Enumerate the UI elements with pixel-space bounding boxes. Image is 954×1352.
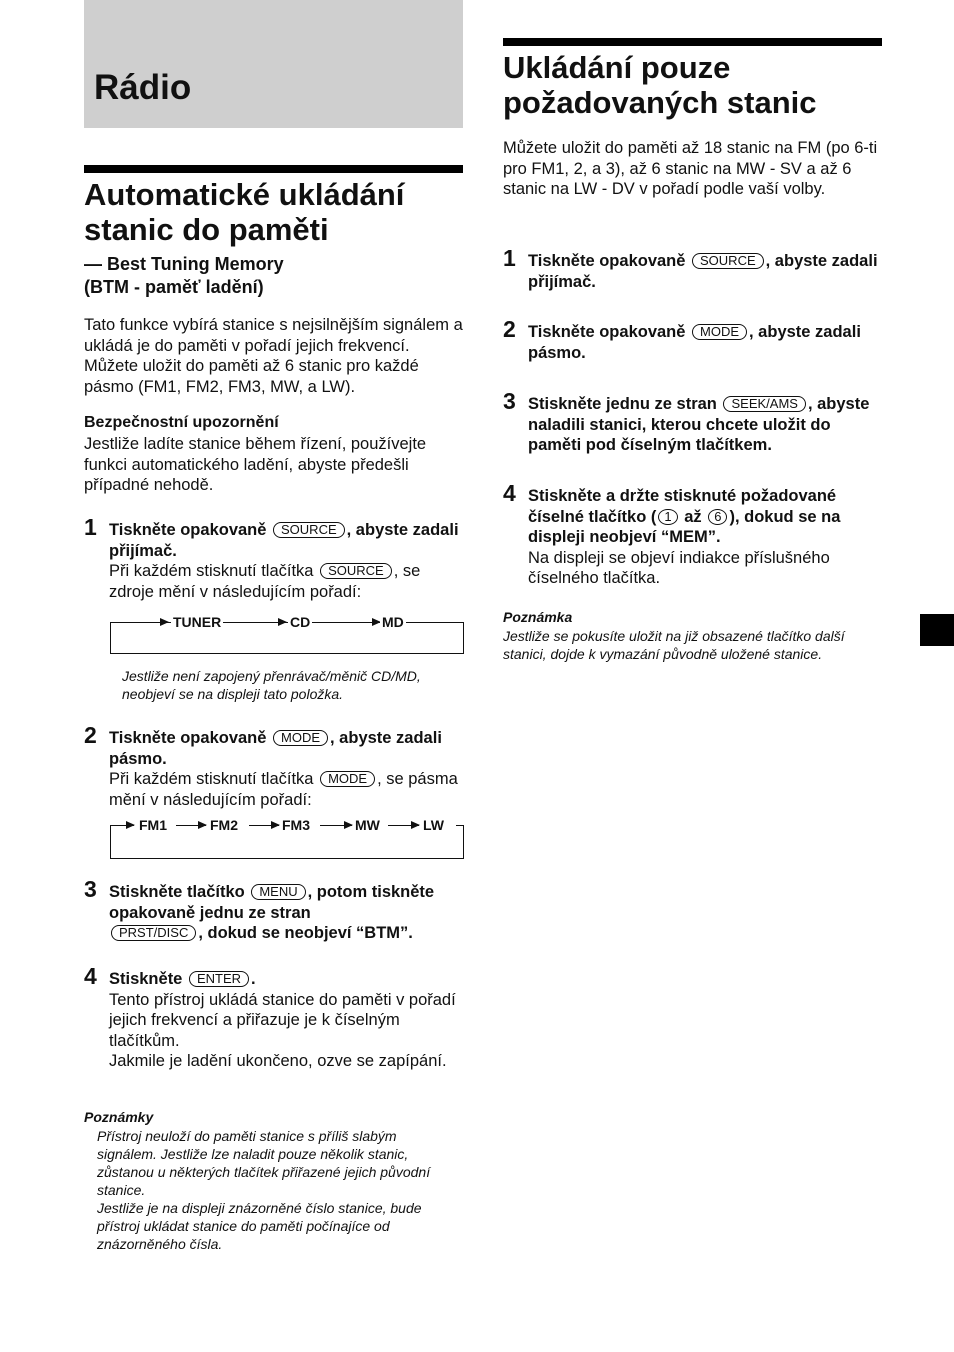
flow-arrow [320,622,380,623]
step-number: 2 [84,722,97,748]
step-number: 1 [503,245,516,271]
warning-text: Jestliže ladíte stanice během řízení, používejte funkci automatického ladění, abyste předešli případné nehodě. [84,435,427,494]
step-detail: , se pásma mění v následujícím pořadí: [109,770,458,809]
menu-key: MENU [251,884,305,900]
flow-arrow [176,825,206,826]
step-2 [84,722,464,810]
step-number: 4 [84,963,97,989]
section-title: Rádio [94,68,192,107]
step-body [528,486,893,589]
heading-line: stanic do paměti [84,212,329,247]
section-header-box [84,0,463,128]
instr-text: Stiskněte a držte stisknuté požadované číselné tlačítko ( [528,487,837,526]
instr-text: , potom tiskněte opakovaně jednu ze stran [109,883,435,922]
note-title: Poznámka [503,609,573,625]
heading-line: Ukládání pouze [503,50,731,85]
flow-note: Jestliže není zapojený přenrávač/měnič CD/MD, neobjeví se na displeji tato položka. [122,668,421,702]
step-number: 2 [503,316,516,342]
heading-line: Automatické ukládání [84,177,405,212]
instr-text: Stiskněte tlačítko [109,883,250,901]
step-detail: , se zdroje mění v následujícím pořadí: [109,562,421,601]
step-3 [84,876,464,944]
subtitle [84,253,284,299]
step-2 [503,316,883,363]
step-instruction [528,323,861,362]
flow-frame [110,622,464,654]
source-key: SOURCE [692,253,764,269]
step-1 [503,245,883,292]
instr-text: . [251,970,256,988]
subtitle-line: (BTM - paměť ladění) [84,277,264,297]
instr-text: až [679,507,707,526]
source-flow-diagram [110,616,464,650]
flow-arrow [388,825,419,826]
flow-arrow [231,622,286,623]
warning-title: Bezpečnostní upozornění [84,414,279,431]
step-body [109,969,464,1072]
number-key-6: 6 [708,509,727,525]
note-item: Jestliže je na displeji znázorněné číslo stanice, bude přístroj ukládat stanice do paměti počínajíce od znázorněného čísla. [97,1200,422,1252]
step-instruction [109,883,434,942]
mode-key: MODE [692,324,747,340]
mode-key: MODE [320,771,375,787]
instr-text: , abyste naladili stanici, kterou chcete uložit do paměti pod číselným tlačítkem. [528,395,870,454]
flow-arrow [320,825,352,826]
step-detail: Při každém stisknutí tlačítka [109,770,319,788]
instr-text: Stiskněte jednu ze stran [528,395,722,413]
instr-text: Tiskněte opakovaně [109,521,272,539]
subtitle-line: — Best Tuning Memory [84,254,284,274]
source-key: SOURCE [320,563,392,579]
flow-label-tuner: TUNER [173,614,222,630]
flow-arrow [249,825,279,826]
instr-text: ), dokud se na displeji neobjeví “MEM”. [528,507,841,546]
step-4 [84,963,464,1072]
step-instruction [109,970,256,988]
heading-rule [503,38,882,46]
mode-key: MODE [273,730,328,746]
flow-arrow [114,825,134,826]
step-number: 4 [503,480,516,506]
step-instruction [528,252,878,291]
intro-paragraph: Můžete uložit do paměti až 18 stanic na FM (po 6-ti pro FM1, 2, a 3), až 6 stanic na MW - SV a až 6 stanic na LW - DV v pořadí podle vaší volby. [503,139,878,198]
step-instruction [528,395,869,454]
step-body [109,882,464,944]
band-flow-diagram [110,819,464,853]
step-3 [503,388,883,456]
notes-list [97,1127,459,1253]
number-key-1: 1 [658,509,677,525]
flow-arrow [110,622,168,623]
notes-title: Poznámky [84,1109,154,1125]
step-body [528,394,883,456]
instr-text: , abyste zadali přijímač. [528,252,878,291]
heading-auto-store [84,177,474,247]
note-item: Přístroj neuloží do paměti stanice s příliš slabým signálem. Jestliže lze naladit pouze několik stanic, zůstanou u některých tlačítek přiřazené jejich původní stanice. [97,1128,431,1198]
step-detail: Na displeji se objeví indiakce příslušného číselného tlačítka. [528,548,830,587]
step-detail: Při každém stisknutí tlačítka [109,562,319,580]
instr-text: Stiskněte [109,970,187,988]
heading-manual-store [503,50,903,120]
flow-label-lw: LW [423,817,444,833]
instr-text: , dokud se neobjeví “BTM”. [198,924,413,942]
enter-key: ENTER [189,971,249,987]
step-instruction [528,487,840,546]
step-detail: Tento přístroj ukládá stanice do paměti v pořadí jejich frekvencí a přiřazuje je k číselným tlačítkům. [109,990,456,1050]
instr-text: , abyste zadali pásmo. [528,323,861,362]
instr-text: Tiskněte opakovaně [528,323,691,341]
heading-rule [84,165,463,173]
seek-ams-key: SEEK/AMS [723,396,805,412]
flow-label-fm1: FM1 [139,817,167,833]
step-4 [503,480,893,589]
source-key: SOURCE [273,522,345,538]
heading-line: požadovaných stanic [503,85,817,120]
flow-top-line [456,825,464,826]
page-tab-marker [920,614,954,646]
flow-label-mw: MW [355,817,380,833]
intro-paragraph: Tato funkce vybírá stanice s nejsilnějším signálem a ukládá je do paměti v pořadí jejich frekvencí. Můžete uložit do paměti až 6 stanic pro každé pásmo (FM1, FM2, FM3, MW, a LW). [84,316,463,396]
prst-disc-key: PRST/DISC [111,925,196,941]
instr-text: , abyste zadali přijímač. [109,521,459,560]
step-body [109,728,464,810]
step-detail: Jakmile je ladění ukončeno, ozve se zapípání. [109,1052,447,1070]
step-body [528,251,883,292]
instr-text: , abyste zadali pásmo. [109,729,442,768]
flow-label-md: MD [382,614,404,630]
instr-text: Tiskněte opakovaně [528,252,691,270]
flow-label-fm3: FM3 [282,817,310,833]
step-number: 3 [84,876,97,902]
step-instruction [109,521,459,560]
flow-label-cd: CD [290,614,311,630]
step-1 [84,514,464,602]
step-body [528,322,883,363]
instr-text: Tiskněte opakovaně [109,729,272,747]
step-body [109,520,464,602]
step-number: 3 [503,388,516,414]
step-instruction [109,729,442,768]
step-number: 1 [84,514,97,540]
flow-label-fm2: FM2 [210,817,238,833]
note-text: Jestliže se pokusíte uložit na již obsazené tlačítko další stanici, dojde k vymazání původně uložené stanice. [503,628,845,662]
